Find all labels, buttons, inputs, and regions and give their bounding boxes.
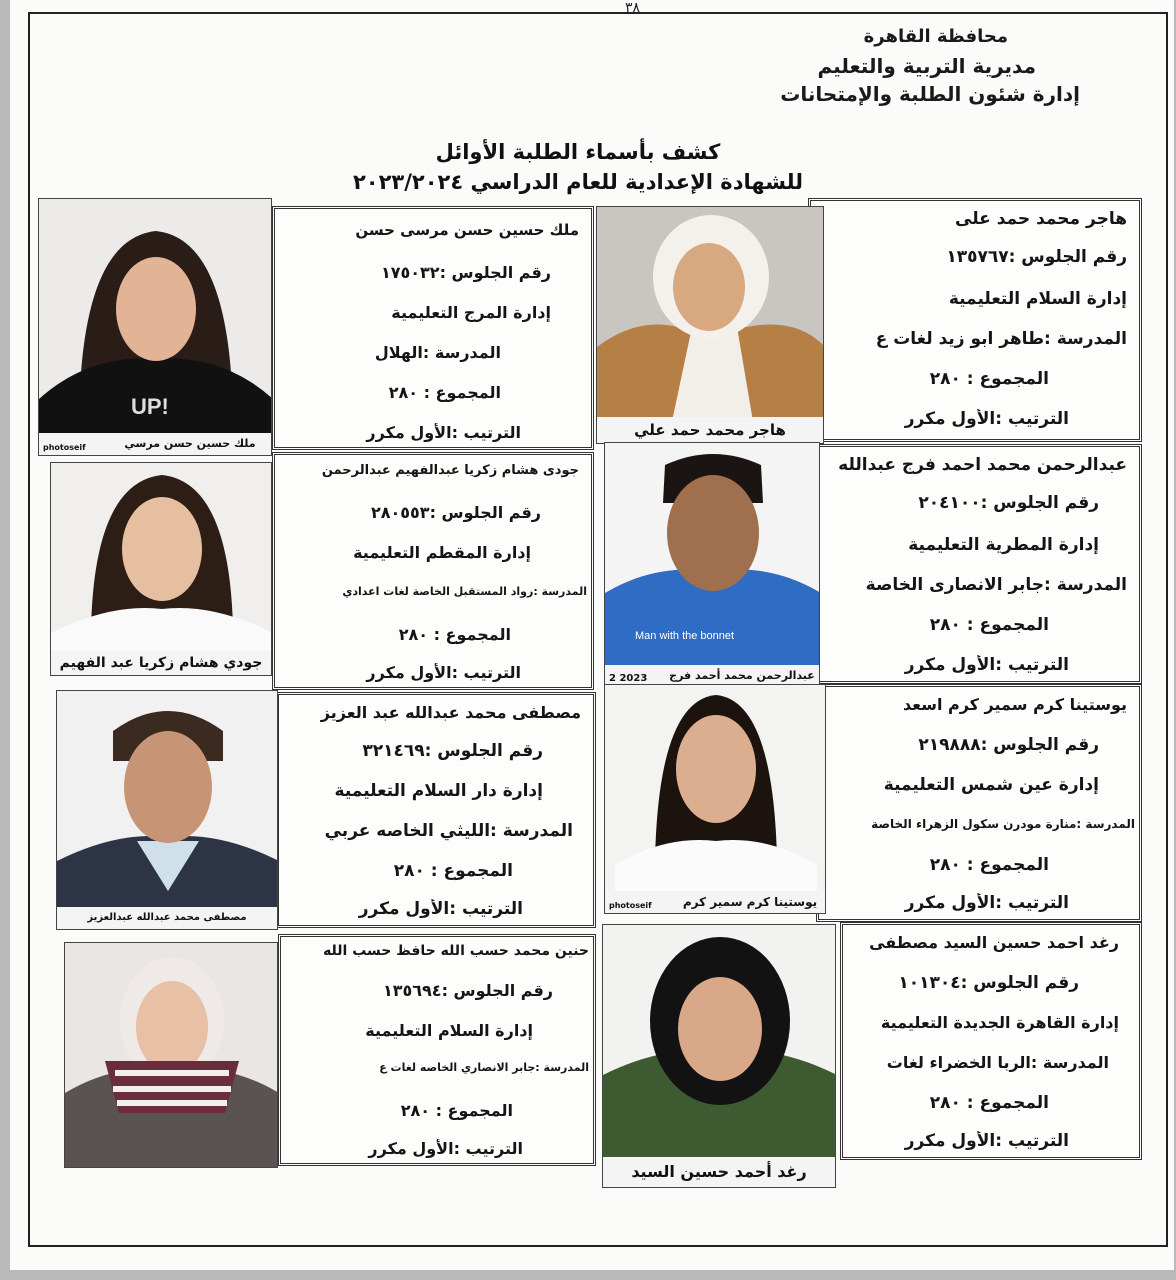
school-name: المدرسة :طاهر ابو زيد لغات ع bbox=[875, 329, 1127, 349]
seat-number: رقم الجلوس :١٣٥٦٩٤ bbox=[382, 981, 553, 1000]
total-score: المجموع : ٢٨٠ bbox=[393, 861, 513, 881]
portrait-image bbox=[57, 691, 278, 930]
total-score: المجموع : ٢٨٠ bbox=[929, 855, 1049, 875]
total-score: المجموع : ٢٨٠ bbox=[929, 1093, 1049, 1113]
rank: الترتيب :الأول مكرر bbox=[904, 893, 1069, 913]
education-admin: إدارة عين شمس التعليمية bbox=[883, 775, 1099, 795]
student-card bbox=[812, 444, 1142, 684]
shirt-text: UP! bbox=[131, 394, 169, 419]
education-admin: إدارة السلام التعليمية bbox=[948, 289, 1127, 309]
education-admin: إدارة المرج التعليمية bbox=[391, 303, 551, 322]
photo-caption: رغد أحمد حسين السيد bbox=[603, 1157, 835, 1187]
student-name: ملك حسين حسن مرسى حسن bbox=[355, 221, 579, 239]
photo-caption: يوستينا كرم سمير كرم bbox=[605, 891, 825, 913]
document-subtitle: للشهادة الإعدادية للعام الدراسي ٢٠٢٣/٢٠٢٤ bbox=[352, 170, 804, 194]
rank: الترتيب :الأول مكرر bbox=[358, 899, 523, 919]
student-name: يوستينا كرم سمير كرم اسعد bbox=[902, 695, 1127, 714]
total-score: المجموع : ٢٨٠ bbox=[388, 383, 501, 402]
header-department: إدارة شئون الطلبة والإمتحانات bbox=[780, 82, 1080, 106]
school-name: المدرسة :رواد المستقبل الخاصة لغات اعدادي bbox=[342, 585, 587, 598]
total-score: المجموع : ٢٨٠ bbox=[929, 369, 1049, 389]
student-card bbox=[272, 452, 594, 690]
education-admin: إدارة المقطم التعليمية bbox=[353, 543, 531, 562]
portrait-image bbox=[605, 685, 826, 914]
photo-caption: هاجر محمد حمد علي bbox=[597, 417, 823, 443]
photo-caption: جودي هشام زكريا عبد الفهيم bbox=[51, 651, 271, 675]
student-photo bbox=[56, 690, 278, 930]
education-admin: إدارة المطرية التعليمية bbox=[908, 535, 1099, 555]
seat-number: رقم الجلوس :٣٢١٤٦٩ bbox=[362, 741, 543, 761]
photo-caption: عبدالرحمن محمد أحمد فرج bbox=[605, 665, 819, 687]
photo-caption: ملك حسين حسن مرسي bbox=[39, 433, 271, 455]
student-name: جودى هشام زكريا عبدالفهيم عبدالرحمن bbox=[321, 463, 579, 478]
student-name: حنين محمد حسب الله حافظ حسب الله bbox=[323, 943, 589, 959]
student-name: مصطفى محمد عبدالله عبد العزيز bbox=[320, 703, 581, 722]
seat-number: رقم الجلوس :١٧٥٠٣٢ bbox=[380, 263, 551, 282]
school-name: المدرسة :الهلال bbox=[374, 343, 501, 362]
student-name: عبدالرحمن محمد احمد فرج عبدالله bbox=[838, 455, 1127, 475]
rank: الترتيب :الأول مكرر bbox=[366, 423, 521, 442]
header-directorate: مديرية التربية والتعليم bbox=[817, 54, 1036, 78]
photo-caption: مصطفى محمد عبدالله عبدالعزيز bbox=[57, 907, 277, 929]
portrait-image bbox=[39, 199, 272, 456]
school-name: المدرسة :جابر الانصاري الخاصه لغات ع bbox=[379, 1061, 589, 1074]
header-governorate: محافظة القاهرة bbox=[863, 26, 1008, 47]
student-name: رغد احمد حسين السيد مصطفى bbox=[869, 933, 1119, 952]
student-photo bbox=[604, 684, 826, 914]
seat-number: رقم الجلوس :١٠١٣٠٤ bbox=[898, 973, 1079, 993]
rank: الترتيب :الأول مكرر bbox=[368, 1139, 523, 1158]
total-score: المجموع : ٢٨٠ bbox=[400, 1101, 513, 1120]
student-card bbox=[272, 206, 594, 450]
school-name: المدرسة :الربا الخضراء لغات bbox=[886, 1053, 1109, 1072]
seat-number: رقم الجلوس :٢٨٠٥٥٣ bbox=[370, 503, 541, 522]
year-mark: 2 2023 bbox=[609, 673, 648, 684]
student-photo bbox=[38, 198, 272, 456]
student-photo bbox=[50, 462, 272, 676]
studio-mark: photoseif bbox=[609, 901, 652, 910]
school-name: المدرسة :الليثي الخاصه عربي bbox=[324, 821, 573, 841]
seat-number: رقم الجلوس :٢٠٤١٠٠ bbox=[918, 493, 1099, 513]
total-score: المجموع : ٢٨٠ bbox=[398, 625, 511, 644]
student-card bbox=[278, 934, 596, 1166]
seat-number: رقم الجلوس :١٣٥٧٦٧ bbox=[946, 247, 1127, 267]
school-name: المدرسة :جابر الانصارى الخاصة bbox=[865, 575, 1127, 595]
education-admin: إدارة السلام التعليمية bbox=[365, 1021, 533, 1040]
portrait-image bbox=[603, 925, 836, 1188]
education-admin: إدارة القاهرة الجديدة التعليمية bbox=[880, 1013, 1119, 1032]
rank: الترتيب :الأول مكرر bbox=[904, 1131, 1069, 1151]
studio-mark: photoseif bbox=[43, 443, 86, 452]
student-photo bbox=[596, 206, 824, 444]
hoodie-text: Man with the bonnet bbox=[635, 630, 735, 642]
student-photo bbox=[604, 442, 820, 688]
student-name: هاجر محمد حمد على bbox=[955, 209, 1127, 229]
portrait-image bbox=[597, 207, 824, 444]
education-admin: إدارة دار السلام التعليمية bbox=[334, 781, 543, 801]
student-photo bbox=[602, 924, 836, 1188]
school-name: المدرسة :منارة مودرن سكول الزهراء الخاصة bbox=[871, 817, 1135, 831]
total-score: المجموع : ٢٨٠ bbox=[929, 615, 1049, 635]
rank: الترتيب :الأول مكرر bbox=[904, 655, 1069, 675]
document-title: كشف بأسماء الطلبة الأوائل bbox=[435, 140, 721, 164]
portrait-image bbox=[65, 943, 278, 1168]
page-number: ٣٨ bbox=[625, 0, 641, 16]
student-card bbox=[808, 198, 1142, 442]
student-card bbox=[816, 684, 1142, 922]
rank: الترتيب :الأول مكرر bbox=[366, 663, 521, 682]
student-card bbox=[276, 692, 596, 928]
portrait-image bbox=[51, 463, 272, 676]
student-photo bbox=[64, 942, 278, 1168]
seat-number: رقم الجلوس :٢١٩٨٨٨ bbox=[918, 735, 1099, 755]
portrait-image bbox=[605, 443, 820, 688]
student-card bbox=[840, 922, 1142, 1160]
rank: الترتيب :الأول مكرر bbox=[904, 409, 1069, 429]
